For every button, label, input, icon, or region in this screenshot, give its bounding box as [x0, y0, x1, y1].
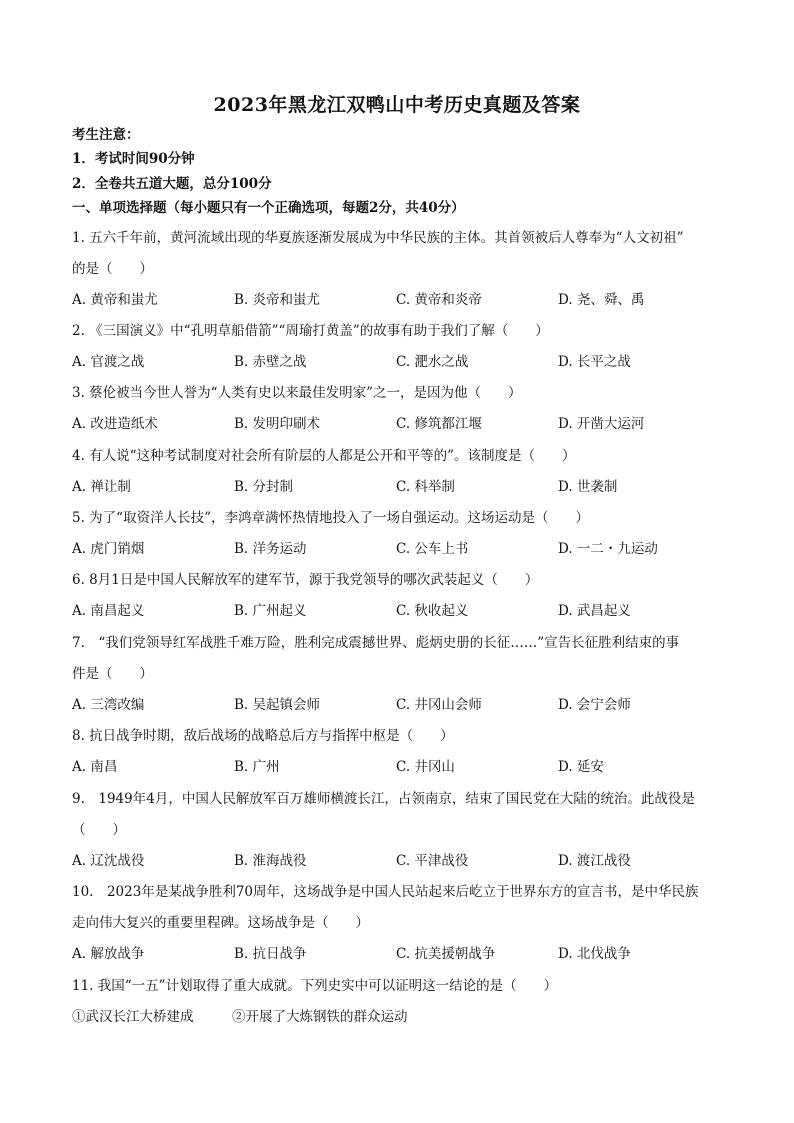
notice-item: 1．考试时间90分钟	[72, 151, 195, 167]
option-b: B. 洋务运动	[234, 541, 307, 557]
option-d: D. 北伐战争	[558, 946, 631, 962]
option-a: A. 南昌	[72, 759, 118, 775]
option-b: B. 发明印刷术	[234, 416, 321, 432]
option-d: D. 延安	[558, 759, 604, 775]
question-text: 4. 有人说“这种考试制度对社会所有阶层的人都是公开和平等的”。该制度是（ ）	[72, 448, 576, 464]
option-a: A. 南昌起义	[72, 603, 145, 619]
option-b: B. 赤壁之战	[234, 354, 307, 370]
option-d: D. 一二・九运动	[558, 541, 658, 557]
option-d: D. 开凿大运河	[558, 416, 645, 432]
statement-1: ①武汉长江大桥建成	[72, 1009, 194, 1025]
option-a: A. 解放战争	[72, 946, 145, 962]
question-text: 的是（ ）	[72, 261, 153, 277]
question-text: 11. 我国“一五”计划取得了重大成就。下列史实中可以证明这一结论的是（ ）	[72, 978, 558, 994]
option-b: B. 广州	[234, 759, 280, 775]
option-d: D. 长平之战	[558, 354, 631, 370]
question-text: 6. 8月1日是中国人民解放军的建军节，源于我党领导的哪次武装起义（ ）	[72, 572, 539, 588]
option-b: B. 分封制	[234, 479, 294, 495]
question-text: 8. 抗日战争时期，敌后战场的战略总后方与指挥中枢是（ ）	[72, 728, 454, 744]
option-a: A. 辽沈战役	[72, 853, 145, 869]
option-d: D. 渡江战役	[558, 853, 631, 869]
option-d: D. 会宁会师	[558, 697, 631, 713]
option-d: D. 世袭制	[558, 479, 618, 495]
option-b: B. 吴起镇会师	[234, 697, 321, 713]
option-a: A. 改进造纸术	[72, 416, 158, 432]
option-d: D. 武昌起义	[558, 603, 631, 619]
option-c: C. 淝水之战	[396, 354, 469, 370]
question-text: 件是（ ）	[72, 666, 153, 682]
option-a: A. 禅让制	[72, 479, 131, 495]
notice-item: 2．全卷共五道大题，总分100分	[72, 176, 272, 192]
option-c: C. 井冈山	[396, 759, 455, 775]
option-c: C. 黄帝和炎帝	[396, 292, 482, 308]
question-text: 5. 为了“取资洋人长技”，李鸿章满怀热情地投入了一场自强运动。这场运动是（ ）	[72, 510, 589, 526]
option-c: C. 修筑都江堰	[396, 416, 482, 432]
question-text: 7. “我们党领导红军战胜千难万险，胜利完成震撼世界、彪炳史册的长征……”宣告长征胜利结束的事	[72, 635, 680, 651]
question-text: 10. 2023年是某战争胜利70周年，这场战争是中国人民站起来后屹立于世界东方的宣言书，是中华民族	[72, 884, 699, 900]
option-c: C. 井冈山会师	[396, 697, 482, 713]
option-a: A. 黄帝和蚩尤	[72, 292, 158, 308]
notice-heading: 考生注意：	[72, 127, 140, 143]
page-title: 2023年黑龙江双鸭山中考历史真题及答案	[213, 94, 581, 116]
option-c: C. 抗美援朝战争	[396, 946, 496, 962]
option-d: D. 尧、舜、禹	[558, 292, 645, 308]
option-b: B. 广州起义	[234, 603, 307, 619]
option-a: A. 官渡之战	[72, 354, 145, 370]
question-text: 走向伟大复兴的重要里程碑。这场战争是（ ）	[72, 915, 369, 931]
question-text: 3. 蔡伦被当今世人誉为“人类有史以来最佳发明家”之一，是因为他（ ）	[72, 385, 522, 401]
question-text: （ ）	[72, 822, 126, 838]
option-c: C. 公车上书	[396, 541, 469, 557]
question-text: 1. 五六千年前，黄河流域出现的华夏族逐渐发展成为中华民族的主体。其首领被后人尊奉为“人文初祖”	[72, 230, 684, 246]
option-c: C. 科举制	[396, 479, 455, 495]
option-c: C. 秋收起义	[396, 603, 469, 619]
option-b: B. 淮海战役	[234, 853, 307, 869]
question-text: 2. 《三国演义》中“孔明草船借箭”“周瑜打黄盖”的故事有助于我们了解（ ）	[72, 323, 549, 339]
option-a: A. 虎门销烟	[72, 541, 145, 557]
statement-2: ②开展了大炼钢铁的群众运动	[232, 1009, 408, 1025]
question-text: 9. 1949年4月，中国人民解放军百万雄师横渡长江，占领南京，结束了国民党在大陆的统治。此战役是	[72, 791, 695, 807]
option-b: B. 抗日战争	[234, 946, 307, 962]
option-b: B. 炎帝和蚩尤	[234, 292, 321, 308]
option-c: C. 平津战役	[396, 853, 469, 869]
option-a: A. 三湾改编	[72, 697, 145, 713]
section-heading: 一、单项选择题（每小题只有一个正确选项，每题2分，共40分）	[72, 200, 465, 216]
